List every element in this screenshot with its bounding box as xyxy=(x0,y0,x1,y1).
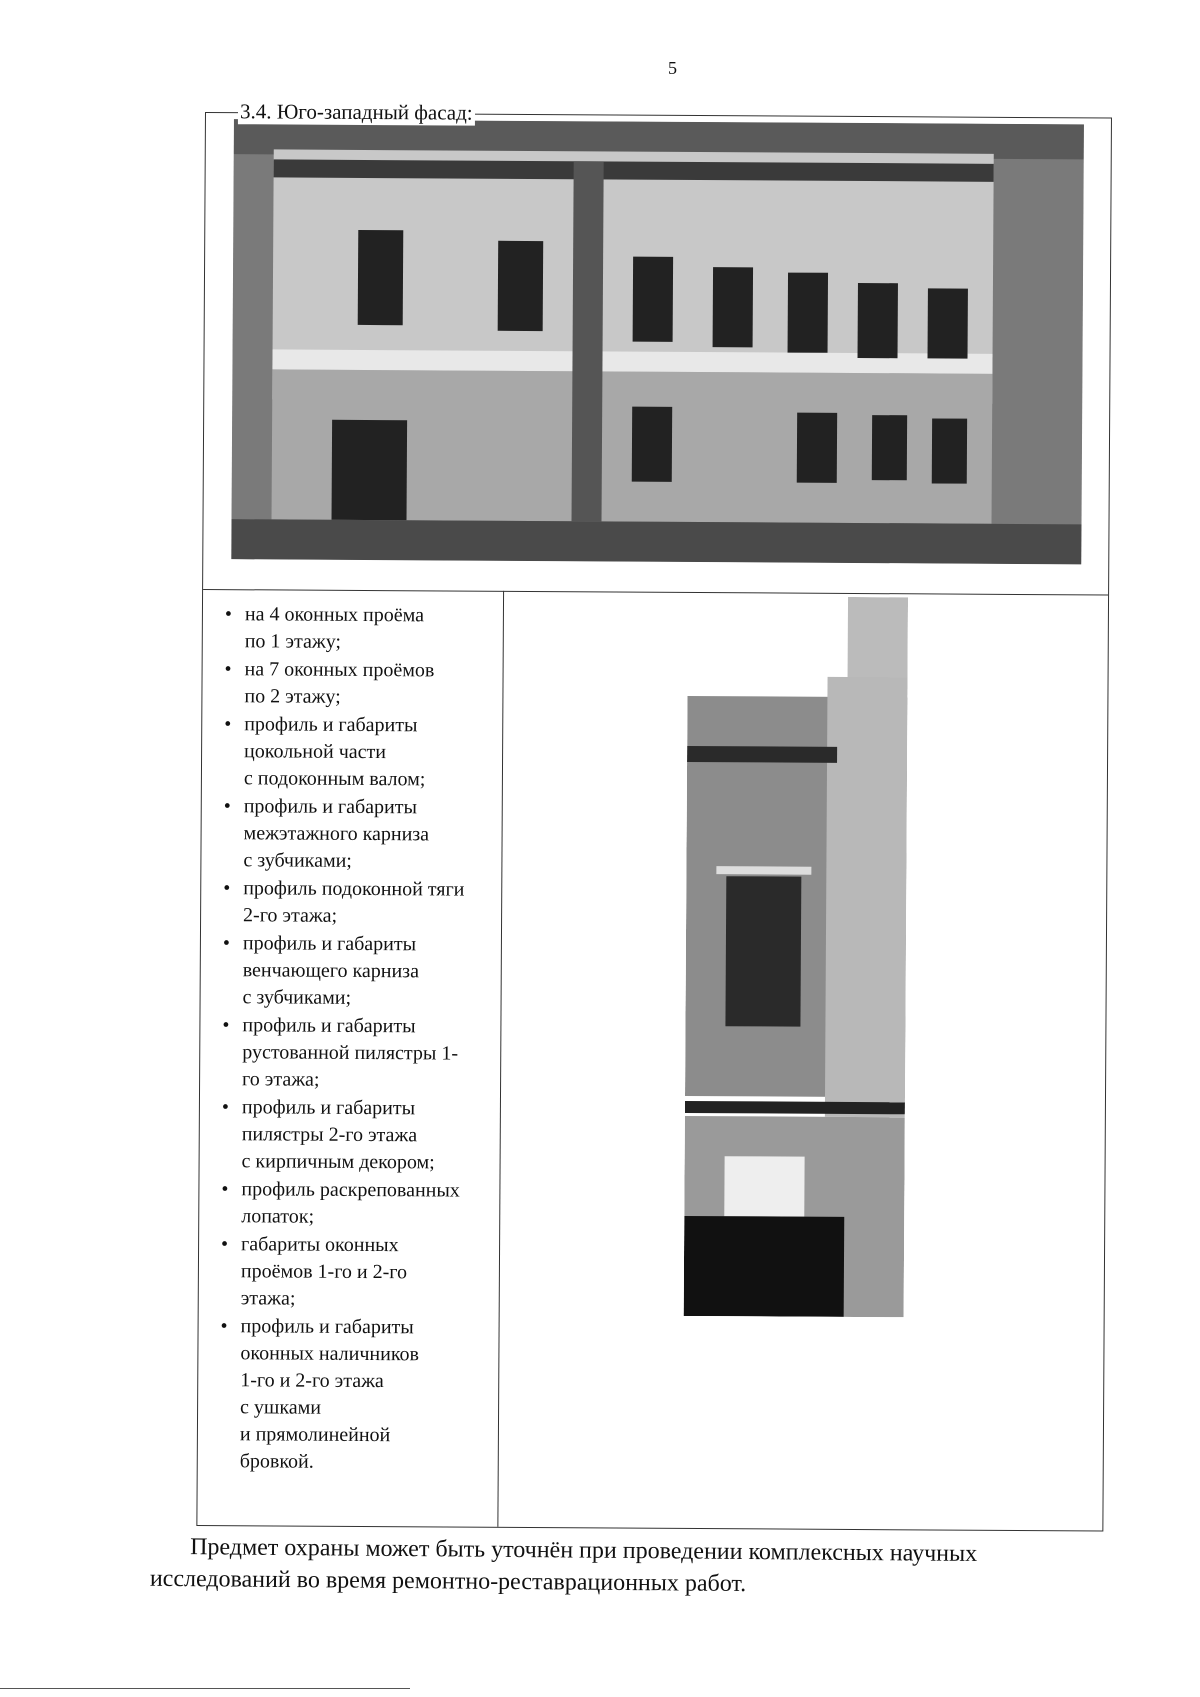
list-item xyxy=(219,930,499,1013)
scan-edge-line xyxy=(0,1688,410,1689)
list-item xyxy=(217,1231,497,1314)
list-item-line: профиль и габариты xyxy=(241,1096,416,1120)
list-item-line: профиль и габариты xyxy=(243,795,418,819)
page-number: 5 xyxy=(668,58,677,78)
bullet-icon: • xyxy=(224,658,232,681)
facade-table xyxy=(196,99,1112,1532)
list-item-line: го этажа; xyxy=(242,1068,320,1091)
list-item-line: пилястры 2-го этажа xyxy=(241,1123,418,1147)
protected-features-list xyxy=(216,601,501,1478)
footer-paragraph: Предмет охраны может быть уточнён при проведении комплексных научных исследований во время ремонтно-реставрационных работ. xyxy=(149,1534,978,1598)
list-item-line: и прямолинейной xyxy=(239,1423,391,1447)
list-item-line: оконных наличников xyxy=(240,1342,420,1366)
facade-detail-photo xyxy=(684,596,908,1317)
list-item-line: на 7 оконных проёмов xyxy=(244,658,435,682)
list-item xyxy=(216,1313,497,1477)
list-item xyxy=(219,793,499,876)
list-item-line: межэтажного карниза xyxy=(243,822,430,846)
bullet-icon: • xyxy=(221,1096,230,1119)
bullet-icon: • xyxy=(224,713,232,736)
list-item xyxy=(218,1094,498,1177)
list-item-line: проёмов 1-го и 2-го xyxy=(240,1260,408,1284)
list-item-line: на 4 оконных проёма xyxy=(244,603,425,627)
list-item xyxy=(220,711,500,794)
section-caption: 3.4. Юго-западный фасад: xyxy=(238,99,475,125)
list-item-line: профиль раскрепованных xyxy=(241,1178,460,1202)
list-item-line: с кирпичным декором; xyxy=(241,1150,435,1174)
list-item xyxy=(219,875,499,931)
list-item-line: профиль подоконной тяги xyxy=(243,877,465,901)
divider xyxy=(203,589,1108,596)
bullet-icon: • xyxy=(220,1315,228,1338)
bullet-icon: • xyxy=(221,1178,229,1201)
list-item xyxy=(218,1012,498,1095)
list-item-line: по 1 этажу; xyxy=(244,630,342,653)
bullet-icon: • xyxy=(221,1233,229,1256)
list-item-line: лопаток; xyxy=(241,1205,315,1228)
list-item-line: рустованной пилястры 1- xyxy=(242,1041,459,1065)
list-item xyxy=(220,656,500,712)
list-item-line: 1-го и 2-го этажа xyxy=(240,1369,384,1393)
list-item-line: цокольной части xyxy=(244,740,387,764)
list-item-line: с зубчиками; xyxy=(243,849,352,872)
list-item-line: профиль и габариты xyxy=(240,1315,414,1339)
bullet-icon: • xyxy=(223,795,231,818)
bullet-icon: • xyxy=(223,877,231,900)
list-item-line: с зубчиками; xyxy=(242,986,352,1009)
list-item-line: профиль и габариты xyxy=(244,713,418,737)
bullet-icon: • xyxy=(224,603,233,626)
list-item-line: профиль и габариты xyxy=(242,1014,416,1038)
facade-photo-southwest xyxy=(231,119,1084,564)
list-item-line: по 2 этажу; xyxy=(244,685,341,708)
list-item xyxy=(217,1176,497,1232)
bullet-icon: • xyxy=(222,1014,230,1037)
list-item-line: 2-го этажа; xyxy=(243,904,338,927)
list-item xyxy=(221,601,501,657)
list-item-line: с ушками xyxy=(240,1396,322,1419)
list-item-line: венчающего карниза xyxy=(242,959,420,983)
list-item-line: бровкой. xyxy=(239,1450,314,1473)
list-item-line: с подоконным валом; xyxy=(243,767,426,791)
list-item-line: этажа; xyxy=(240,1287,296,1310)
list-item-line: профиль и габариты xyxy=(242,932,417,956)
bullet-icon: • xyxy=(222,932,231,955)
list-item-line: габариты оконных xyxy=(241,1233,399,1257)
